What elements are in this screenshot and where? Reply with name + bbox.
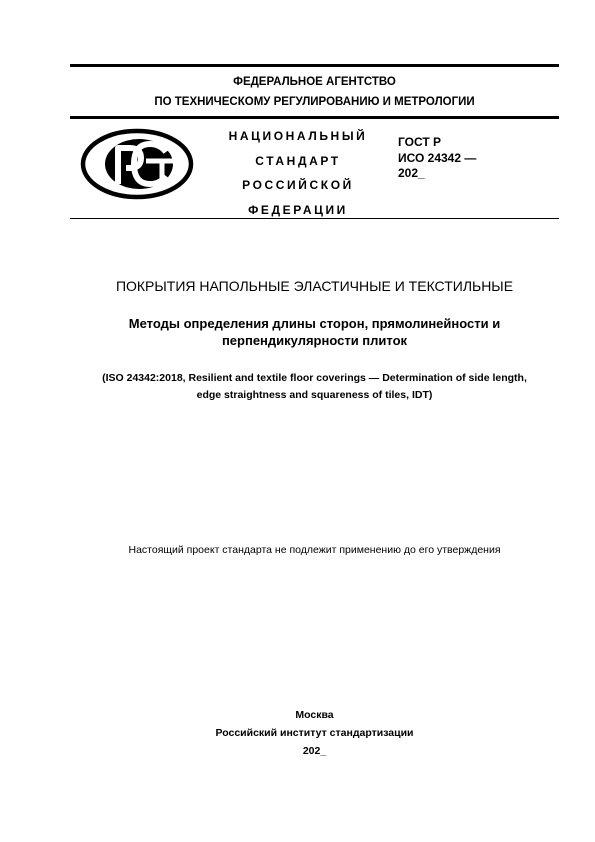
draft-notice: Настоящий проект стандарта не подлежит применению до его утверждения bbox=[128, 544, 501, 556]
standard-designation bbox=[398, 135, 476, 182]
rst-logo-icon bbox=[80, 128, 194, 200]
footer-publisher: Российский институт стандартизации bbox=[215, 727, 414, 739]
iso-reference bbox=[40, 370, 589, 404]
national-line-1: НАЦИОНАЛЬНЫЙ bbox=[228, 129, 368, 143]
agency-line-2: ПО ТЕХНИЧЕСКОМУ РЕГУЛИРОВАНИЮ И МЕТРОЛОГИИ bbox=[154, 96, 475, 108]
designation-line-3: 202_ bbox=[398, 166, 425, 180]
national-standard-label bbox=[213, 124, 383, 222]
national-line-4: ФЕДЕРАЦИИ bbox=[248, 202, 348, 217]
agency-header bbox=[70, 72, 559, 112]
iso-reference-line-1: (ISO 24342:2018, Resilient and textile floor coverings — Determination of side length, bbox=[102, 372, 527, 384]
header-rule bbox=[70, 116, 559, 119]
designation-line-1: ГОСТ Р bbox=[398, 135, 442, 149]
iso-reference-line-2: edge straightness and squareness of tiles, IDT) bbox=[196, 389, 433, 401]
designation-line-2: ИСО 24342 — bbox=[398, 150, 477, 165]
publication-footer bbox=[40, 706, 589, 760]
subtitle-line-1: Методы определения длины сторон, прямолинейности и bbox=[128, 316, 501, 331]
top-rule bbox=[70, 64, 559, 67]
agency-line-1: ФЕДЕРАЛЬНОЕ АГЕНТСТВО bbox=[233, 76, 396, 88]
national-line-3: РОССИЙСКОЙ bbox=[242, 178, 354, 192]
subtitle-line-2: перпендикулярности плиток bbox=[221, 333, 408, 348]
document-title: ПОКРЫТИЯ НАПОЛЬНЫЕ ЭЛАСТИЧНЫЕ И ТЕКСТИЛЬНЫЕ bbox=[115, 278, 514, 294]
standard-block-rule bbox=[70, 218, 559, 219]
national-line-2: СТАНДАРТ bbox=[255, 153, 341, 168]
footer-year: 202_ bbox=[302, 745, 327, 757]
footer-city: Москва bbox=[295, 709, 334, 721]
document-subtitle bbox=[60, 315, 569, 349]
